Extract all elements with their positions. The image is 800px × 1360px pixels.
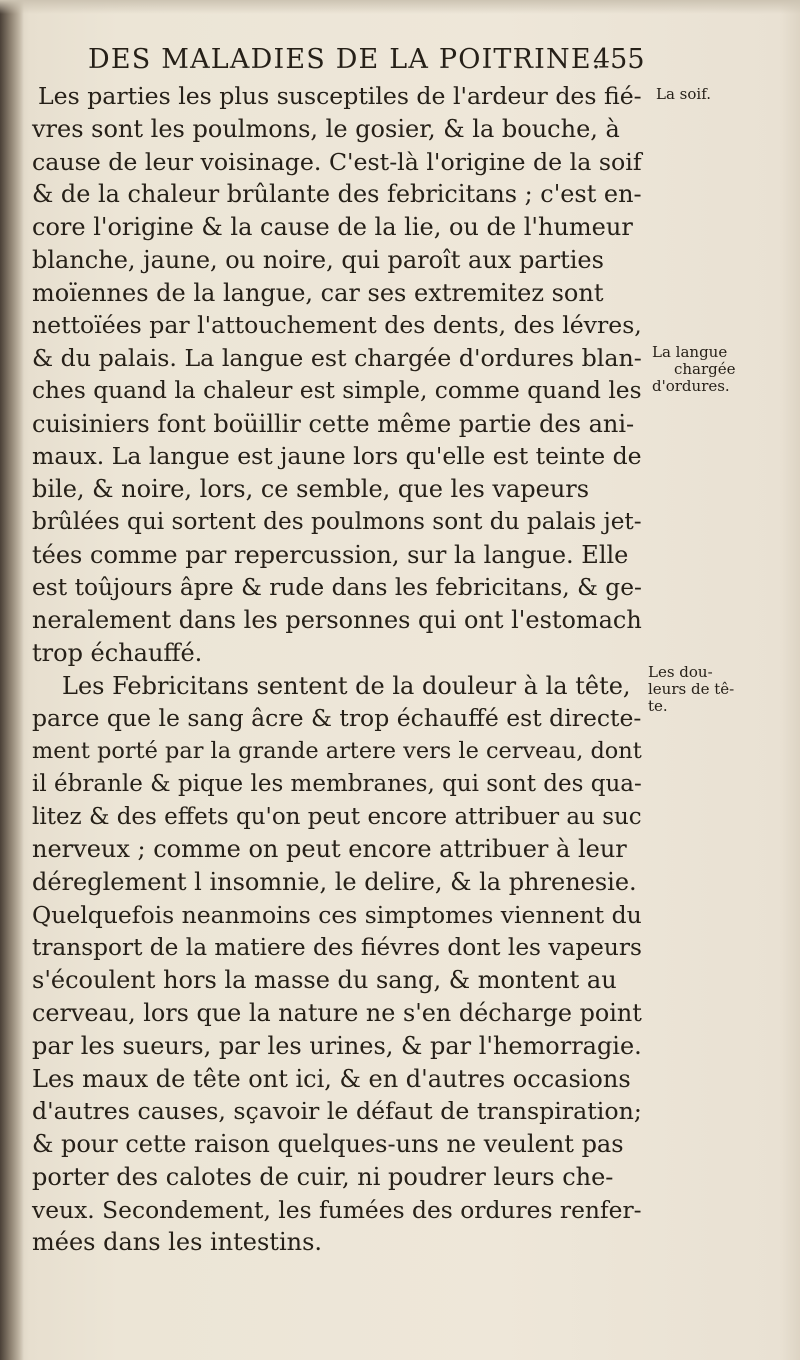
- text-line: s'écoulent hors la masse du sang, & montent au: [32, 966, 617, 995]
- text-line: core l'origine & la cause de la lie, ou de l'humeur: [32, 213, 633, 241]
- page-header: [88, 44, 658, 84]
- text-line: neralement dans les personnes qui ont l'estomach: [32, 606, 642, 634]
- margin-note-line: te.: [648, 697, 668, 715]
- text-line: ment porté par la grande artere vers le cerveau, dont: [32, 738, 642, 764]
- text-line: est toûjours âpre & rude dans les febricitans, & ge-: [32, 573, 642, 602]
- body-text: [32, 80, 642, 1259]
- text-line: tées comme par repercussion, sur la langue. Elle: [32, 540, 629, 569]
- text-line: transport de la matiere des fiévres dont les vapeurs: [32, 933, 642, 961]
- margin-note-soif: [656, 86, 711, 103]
- text-line: Les Febricitans sentent de la douleur à la tête,: [62, 671, 631, 700]
- text-line: Les maux de tête ont ici, & en d'autres occasions: [32, 1064, 631, 1093]
- margin-note-line: La langue: [652, 343, 728, 361]
- text-line: cuisiniers font boüillir cette même partie des ani-: [32, 409, 635, 438]
- margin-note-line: Les dou-: [648, 663, 713, 681]
- margin-notes: [648, 0, 800, 1360]
- text-line: vres sont les poulmons, le gosier, & la bouche, à: [32, 114, 620, 143]
- text-line: parce que le sang âcre & trop échauffé est directe-: [32, 704, 642, 733]
- text-line: cerveau, lors que la nature ne s'en décharge point: [32, 999, 642, 1027]
- margin-note-line: La soif.: [656, 85, 711, 103]
- margin-note-line: chargée: [674, 360, 736, 378]
- text-line: & du palais. La langue est chargée d'ordures blan-: [32, 344, 642, 372]
- text-line: blanche, jaune, ou noire, qui paroît aux parties: [32, 245, 604, 274]
- text-line: mées dans les intestins.: [32, 1228, 323, 1257]
- margin-note-line: leurs de tê-: [648, 680, 735, 698]
- text-line: il ébranle & pique les membranes, qui sont des qua-: [32, 770, 642, 797]
- text-line: bile, & noire, lors, ce semble, que les vapeurs: [32, 475, 590, 503]
- text-line: litez & des effets qu'on peut encore attribuer au suc: [32, 803, 642, 830]
- binding-shadow: [0, 0, 24, 1360]
- text-line: par les sueurs, par les urines, & par l'hemorragie.: [32, 1031, 642, 1060]
- text-line: ches quand la chaleur est simple, comme quand les: [32, 376, 642, 404]
- running-head: DES MALADIES DE LA POITRINE.: [88, 44, 602, 75]
- text-line: Quelquefois neanmoins ces simptomes viennent du: [32, 900, 642, 929]
- margin-note-langue: [652, 344, 736, 395]
- text-line: brûlées qui sortent des poulmons sont du palais jet-: [32, 507, 642, 535]
- text-line: moïennes de la langue, car ses extremitez sont: [32, 278, 604, 307]
- text-line: maux. La langue est jaune lors qu'elle est teinte de: [32, 442, 642, 471]
- margin-note-douleurs: [648, 664, 734, 715]
- text-line: & de la chaleur brûlante des febricitans ; c'est en-: [32, 180, 642, 209]
- text-line: veux. Secondement, les fumées des ordures renfer-: [32, 1195, 642, 1224]
- margin-note-line: d'ordures.: [652, 377, 730, 395]
- text-line: d'autres causes, sçavoir le défaut de transpiration;: [32, 1097, 642, 1126]
- text-line: trop échauffé.: [32, 638, 203, 667]
- text-line: cause de leur voisinage. C'est-là l'origine de la soif: [32, 147, 642, 176]
- text-line: déreglement l insomnie, le delire, & la phrenesie.: [32, 868, 637, 896]
- text-line: & pour cette raison quelques-uns ne veulent pas: [32, 1130, 624, 1158]
- text-line: porter des calotes de cuir, ni poudrer leurs che-: [32, 1162, 614, 1191]
- text-line: nerveux ; comme on peut encore attribuer à leur: [32, 835, 627, 864]
- text-line: nettoïées par l'attouchement des dents, des lévres,: [32, 311, 642, 340]
- text-line: Les parties les plus susceptiles de l'ardeur des fié-: [38, 82, 642, 110]
- page-number: 455: [593, 44, 645, 75]
